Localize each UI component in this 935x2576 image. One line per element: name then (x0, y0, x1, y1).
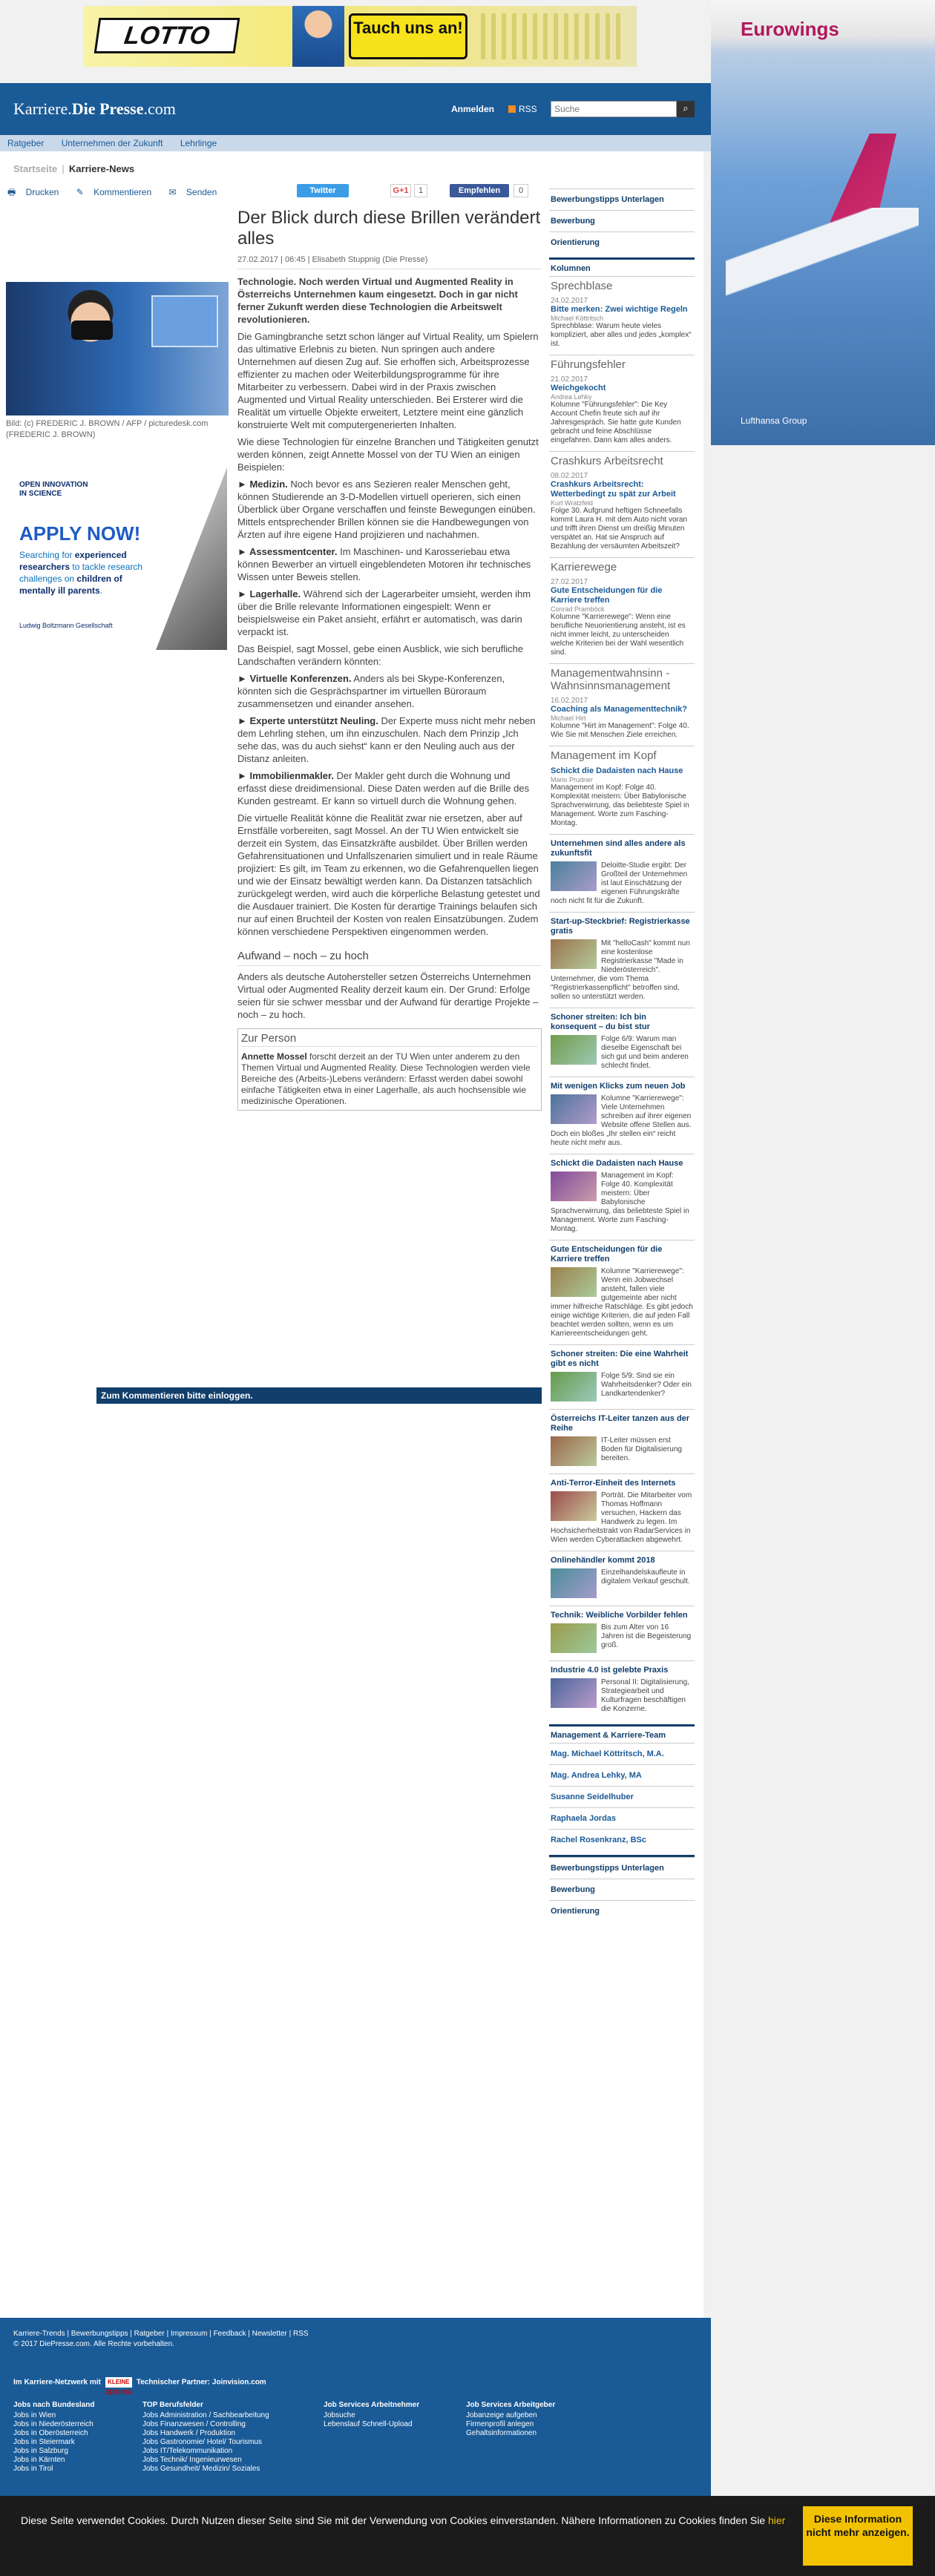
column-item[interactable] (549, 746, 695, 834)
lotto-logo: LOTTO (94, 18, 240, 53)
teaser-headline[interactable]: Start-up-Steckbrief: Registrierkasse gratis (551, 917, 690, 936)
teaser-text: Porträt. Die Mitarbeiter vom Thomas Hoffmann versuchen, Hackern das Handwerk zu legen. Im Hochsicherheitstrakt von RadarServices in Wien werden Cyberattacken abgewehrt. (551, 1491, 692, 1544)
comment-link[interactable]: ✎ Kommentieren (76, 187, 152, 197)
teaser-item[interactable] (549, 1606, 695, 1660)
footer-column (13, 2401, 154, 2474)
teaser-headline[interactable]: Mit wenigen Klicks zum neuen Job (551, 1082, 686, 1091)
ad-pattern (481, 13, 622, 59)
teaser-image[interactable] (551, 1436, 597, 1466)
column-author: Mario Prudner (551, 776, 594, 783)
teaser-item[interactable] (549, 1473, 695, 1551)
article-bullet: ► Experte unterstützt Neuling. Der Experte muss nicht mehr neben dem Lehrling stehen, um ihn einzuschulen. Nach dem Prinzip „Ich sehe das, was du auch siehst“ kann er den Neuling auch aus der Distanz anleiten. (237, 715, 536, 764)
login-link[interactable]: Anmelden (451, 104, 495, 114)
plane-image (726, 208, 919, 312)
teaser-headline[interactable]: Schickt die Dadaisten nach Hause (551, 1159, 683, 1168)
column-headline[interactable]: Crashkurs Arbeitsrecht: Wetterbedingt zu spät zur Arbeit (551, 480, 676, 499)
column-title: Führungsfehler (551, 358, 626, 371)
facebook-button[interactable]: Empfehlen (450, 184, 509, 197)
teaser-headline[interactable]: Schoner streiten: Ich bin konsequent – du bist stur (551, 1013, 650, 1031)
column-title: Crashkurs Arbeitsrecht (551, 455, 663, 467)
facebook-count: 0 (514, 184, 528, 197)
teaser-headline[interactable]: Gute Entscheidungen für die Karriere treffen (551, 1245, 663, 1264)
team-heading: Management & Karriere-Team (549, 1724, 695, 1743)
rss-icon (508, 105, 516, 113)
column-date: 08.02.2017 (551, 472, 588, 480)
article-bullet: ► Virtuelle Konferenzen. Anders als bei Skype-Konferenzen, könnten sich die Gesprächspartner im virtuellen Büroraum zusammensetzen und einander ansehen. (237, 673, 505, 709)
banner-advertisement[interactable] (7, 467, 227, 650)
footer-link[interactable]: Jobsuche (324, 2411, 355, 2419)
rss-link[interactable]: RSS (508, 104, 537, 114)
footer-column-title: TOP Berufsfelder (142, 2401, 203, 2409)
print-link[interactable]: 🖶 Drucken (7, 187, 59, 197)
footer-link[interactable]: Jobs in Salzburg (13, 2447, 68, 2455)
team-member[interactable]: Raphaela Jordas (549, 1807, 695, 1829)
column-date: 24.02.2017 (551, 297, 588, 305)
article-subheading: Aufwand – noch – zu hoch (237, 950, 542, 966)
person-title: Zur Person (241, 1032, 538, 1047)
teaser-text: Mit "helloCash" kommt nun eine kostenlose Registrierkasse "Made in Niederösterreich". Unternehmer, die vom Thema "Registrierkassenpflicht" betroffen sind, sollen so unterstützt werden. (551, 939, 690, 1001)
footer-column-title: Jobs nach Bundesland (13, 2401, 95, 2409)
teaser-item[interactable] (549, 1154, 695, 1240)
column-headline[interactable]: Weichgekocht (551, 384, 606, 392)
teaser-item[interactable] (549, 1240, 695, 1344)
gplus-button[interactable]: G+1 (390, 184, 411, 197)
column-item[interactable] (549, 557, 695, 663)
column-author: Michael Köttritsch (551, 315, 604, 322)
column-author: Andrea Lehky (551, 393, 592, 401)
footer-link[interactable]: Jobs in Steiermark (13, 2438, 75, 2446)
kleine-zeitung-logo[interactable]: KLEINE ZEITUNG (105, 2379, 132, 2396)
article-title: Der Blick durch diese Brillen verändert alles (237, 208, 541, 249)
teaser-headline[interactable]: Anti-Terror-Einheit des Internets (551, 1479, 676, 1488)
teaser-item[interactable] (549, 1008, 695, 1077)
site-logo[interactable]: Karriere.Die Presse.com (13, 99, 176, 118)
teaser-headline[interactable]: Industrie 4.0 ist gelebte Praxis (551, 1666, 669, 1675)
teaser-headline[interactable]: Unternehmen sind alles andere als zukunftsfit (551, 839, 686, 858)
footer-link[interactable]: Jobs in Kärnten (13, 2456, 65, 2464)
cookie-more-link[interactable]: hier (768, 2514, 786, 2526)
teaser-image[interactable] (551, 1678, 597, 1708)
nav-lehrlinge[interactable]: Lehrlinge (180, 138, 217, 148)
footer-link[interactable]: Jobs Handwerk / Produktion (142, 2429, 236, 2437)
teaser-item[interactable] (549, 1409, 695, 1473)
footer-link[interactable]: Jobs IT/Telekommunikation (142, 2447, 233, 2455)
column-author: Conrad Pramböck (551, 605, 605, 613)
teaser-headline[interactable]: Technik: Weibliche Vorbilder fehlen (551, 1611, 688, 1620)
column-item[interactable] (549, 276, 695, 355)
print-icon: 🖶 (7, 187, 16, 197)
teaser-text: Folge 6/9: Warum man dieselbe Eigenschaft bei sich gut und beim anderen schlecht findet. (601, 1035, 689, 1070)
column-text: Kolumne "Hirt im Management": Folge 40. Wie Sie mit Menschen Ziele erreichen. (551, 722, 689, 739)
sidebar-nav-item[interactable]: Bewerbungstipps Unterlagen (549, 188, 695, 210)
column-author: Michael Hirt (551, 714, 586, 722)
sidebar-nav-item[interactable]: Bewerbung (549, 1879, 695, 1900)
teaser-text: Einzelhandelskaufleute in digitalem Verkauf geschult. (601, 1568, 690, 1586)
cookie-dismiss-button[interactable]: Diese Information nicht mehr anzeigen. (803, 2506, 913, 2566)
teaser-text: Personal II: Digitalisierung, Strategiearbeit und Kulturfragen beschäftigen die Konzerne. (601, 1678, 689, 1713)
gplus-count: 1 (414, 184, 427, 197)
banner-text: Searching for experienced researchers to tackle research challenges on children of mentally ill parents. (19, 550, 143, 596)
teaser-item[interactable] (549, 834, 695, 912)
article-bullet: ► Medizin. Noch bevor es ans Sezieren realer Menschen geht, können Studierende an 3-D-Modellen virtuell operieren, sich einen Überblick über Organe verschaffen und feinste Bewegungen einüben. Mittels entsprechender Brillen können sie die Handbewegungen von Ärzten auf ihre eigene Hand projizieren und nachahmen. (237, 479, 536, 540)
ad-slogan: Tauch uns an! (349, 13, 468, 59)
column-title: Sprechblase (551, 280, 613, 292)
teaser-item[interactable] (549, 1660, 695, 1720)
banner-apply: APPLY NOW! (19, 522, 141, 545)
column-item[interactable] (549, 663, 695, 746)
column-date: 27.02.2017 (551, 578, 588, 586)
footer-link[interactable]: Jobs Finanzwesen / Controlling (142, 2420, 246, 2428)
pencil-icon: ✎ (76, 187, 84, 197)
column-text: Sprechblase: Warum heute vieles kompliziert, aber alles und jedes „komplex“ ist. (551, 322, 692, 348)
teaser-image[interactable] (551, 1172, 597, 1201)
column-title: Karrierewege (551, 561, 617, 574)
column-date: 21.02.2017 (551, 375, 588, 384)
teaser-headline[interactable]: Onlinehändler kommt 2018 (551, 1556, 655, 1565)
comments-login-bar[interactable]: Zum Kommentieren bitte einloggen. (96, 1387, 542, 1404)
page-content (0, 151, 703, 2318)
send-link[interactable]: ✉ Senden (168, 187, 217, 197)
ad-figure (292, 6, 344, 67)
teaser-image[interactable] (551, 1267, 597, 1297)
teaser-image[interactable] (551, 861, 597, 891)
footer-link[interactable]: Jobs Administration / Sachbearbeitung (142, 2411, 269, 2419)
article-tools (7, 185, 232, 201)
site-header (0, 83, 711, 135)
twitter-button[interactable]: Twitter (297, 184, 349, 197)
background-screen (151, 295, 218, 347)
teaser-text: Bis zum Alter von 16 Jahren ist die Begeisterung groß. (601, 1623, 692, 1649)
teaser-text: Folge 5/9: Sind sie ein Wahrheitsdenker? Oder ein Landkartendenker? (601, 1372, 692, 1398)
teaser-headline[interactable]: Österreichs IT-Leiter tanzen aus der Reihe (551, 1414, 690, 1433)
footer-link[interactable]: Jobs in Tirol (13, 2465, 53, 2473)
footer-copyright: © 2017 DiePresse.com. Alle Rechte vorbehalten. (13, 2340, 174, 2348)
sub-navigation (0, 135, 711, 151)
teaser-item[interactable] (549, 912, 695, 1008)
top-advertisement[interactable] (83, 6, 637, 67)
teaser-image[interactable] (551, 1491, 597, 1521)
footer-link[interactable]: Jobs Gesundheit/ Medizin/ Soziales (142, 2465, 260, 2473)
column-headline[interactable]: Schickt die Dadaisten nach Hause (551, 766, 683, 775)
article-bullet: ► Lagerhalle. Während sich der Lagerarbeiter umsieht, werden ihm über die Brille relevante Informationen eingespielt: Wenn er beispielsweise ein Paket ansieht, erfährt er automatisch, was darin verpackt ist. (237, 588, 531, 637)
person-box (237, 1028, 542, 1111)
column-text: Kolumne "Karrierewege": Wenn eine berufliche Neuorientierung ansteht, ist es nicht immer leicht, zu unterscheiden welche Kriterien bei der Wahl wesentlich sind. (551, 613, 686, 657)
footer-link[interactable]: Gehaltsinformationen (466, 2429, 537, 2437)
banner-org: Ludwig Boltzmann Gesellschaft (19, 622, 113, 629)
column-author: Kurt Wratzfeld (551, 499, 593, 507)
search-icon: ⌕ (683, 103, 689, 114)
column-text: Kolumne "Führungsfehler": Die Key Account Chefin freute sich auf ihr Jahresgespräch. Sie hatte gute Kunden gebracht und feine Abschlüsse eingefahren. Dann kam alles anders. (551, 401, 681, 444)
teaser-image[interactable] (551, 1035, 597, 1065)
teaser-text: Deloitte-Studie ergibt: Der Großteil der Unternehmen ist laut Einschätzung der eigenen Führungskräfte noch nicht fit für die Zukunft. (551, 861, 688, 905)
sidebar (549, 188, 695, 1922)
column-date: 16.02.2017 (551, 697, 588, 705)
teaser-image[interactable] (551, 939, 597, 969)
footer-link[interactable]: Jobs in Niederösterreich (13, 2420, 94, 2428)
breadcrumb: Startseite | Karriere-News (13, 163, 135, 174)
network-line: Im Karriere-Netzwerk mit KLEINE ZEITUNGTechnischer Partner: Joinvision.com (13, 2378, 266, 2396)
kolumnen-heading: Kolumnen (549, 257, 695, 276)
column-headline[interactable]: Coaching als Managementtechnik? (551, 705, 687, 714)
column-text: Management im Kopf: Folge 40. Komplexität meistern: Über Babylonische Sprachverwirrung, das beliebteste Spiel in Management. Worte zum Fasching-Montag. (551, 783, 689, 827)
eurowings-logo: Eurowings (741, 18, 839, 40)
sidebar-nav-item[interactable]: Bewerbung (549, 210, 695, 231)
column-headline[interactable]: Gute Entscheidungen für die Karriere treffen (551, 586, 663, 605)
column-title: Management im Kopf (551, 749, 657, 762)
article-paragraph: Die Gamingbranche setzt schon länger auf Virtual Reality, um Spielern das ultimative Erlebnis zu bieten. Nun springen auch andere Unternehmen auf diesen Zug auf. Sie erhoffen sich, Arbeitsprozesse effizienter zu machen oder Weiterbildungsprogramme für ihre Mitarbeiter zu verbessern. Dabei wird in der Praxis zwischen Augmented und Virtual Reality unterschieden. Bei Ersterer wird die Realität um virtuelle Objekte erweitert, Letztere meint eine gänzlich konstruierte Welt mit computergenerierten Inhalten. (237, 331, 539, 430)
side-advertisement[interactable] (711, 0, 935, 445)
article-bullet: ► Immobilienmakler. Der Makler geht durch die Wohnung und erfasst diese dreidimensional. Diese Daten werden auf die Brille des Kunden gestreamt. Er kann so virtuell durch die Wohnung gehen. (237, 770, 530, 806)
footer-column-title: Job Services Arbeitgeber (466, 2401, 556, 2409)
sidebar-nav-item[interactable]: Bewerbungstipps Unterlagen (549, 1857, 695, 1879)
footer-column (142, 2401, 283, 2474)
teaser-text: Kolumne "Karrierewege": Wenn ein Jobwechsel ansteht, fallen viele gutgemeinte aber nicht immer hilfreiche Ratschläge. Es gibt jedoch einige wichtige Kriterien, die auf jeden Fall beachtet werden sollten, wenn es um Karriereentscheidungen geht. (551, 1267, 693, 1338)
image-caption: Bild: (c) FREDERIC J. BROWN / AFP / picturedesk.com (FREDERIC J. BROWN) (6, 419, 209, 439)
teaser-item[interactable] (549, 1344, 695, 1409)
vr-headset (71, 321, 113, 340)
nav-ratgeber[interactable]: Ratgeber (7, 138, 45, 148)
team-member[interactable]: Mag. Andrea Lehky, MA (549, 1764, 695, 1786)
teaser-image[interactable] (551, 1372, 597, 1402)
team-member[interactable]: Susanne Seidelhuber (549, 1786, 695, 1807)
article-lead: Technologie. Noch werden Virtual und Augmented Reality in Österreichs Unternehmen kaum eingesetzt. Doch in gar nicht ferner Zukunft werden diese Technologien die Arbeitswelt revolutionieren. (237, 276, 518, 325)
teaser-image[interactable] (551, 1623, 597, 1653)
article-paragraph: Die virtuelle Realität könne die Realität zwar nie ersetzen, aber auf Ernstfälle vorbereiten, sagt Mossel. An der TU Wien entwickelt sie derzeit ein System, das Einsatzkräfte ausbildet. Über Brillen werden Gefahrensituationen und Unfallszenarien simuliert und in reale Räume projiziert: Es gilt, im Team zu erkennen, wo die Gefahrenquellen liegen und wie der Einsatz bewältigt werden kann. Da Distanzen tatsächlich zurückgelegt werden, wird auch die körperliche Belastung getestet und die Ausdauer trainiert. Die Kosten für derartige Trainings belaufen sich nur auf einen Bruchteil der Kosten von realen Einsatzübungen. Zudem können verschiedene Perspektiven eingenommen werden. (237, 812, 540, 937)
footer (0, 2318, 711, 2496)
teaser-text: Kolumne "Karrierewege": Viele Unternehmen schreiben auf ihrer eigenen Website offene Stellen aus. Doch ein bloßes „Ihr stellen ein“ reicht heute nicht mehr aus. (551, 1094, 692, 1147)
nav-unternehmen-zukunft[interactable]: Unternehmen der Zukunft (61, 138, 163, 148)
footer-link[interactable]: Jobanzeige aufgeben (466, 2411, 537, 2419)
person-text: Annette Mossel forscht derzeit an der TU Wien unter anderem zu den Themen Virtual und Augmented Reality. Diese Technologien werden viele Bereiche des (Arbeits-)Lebens verändern: Erfasst werden dabei sowohl einfache Tätigkeiten etwa in einer Lagerhalle, als auch hochsensible wie medizinische Operationen. (241, 1051, 531, 1106)
breadcrumb-home[interactable]: Startseite (13, 163, 58, 174)
footer-link[interactable]: Lebenslauf Schnell-Upload (324, 2420, 413, 2428)
article-image[interactable] (6, 282, 229, 415)
sidebar-nav-item[interactable]: Orientierung (549, 1900, 695, 1922)
footer-link[interactable]: Jobs in Wien (13, 2411, 56, 2419)
footer-column-title: Job Services Arbeitnehmer (324, 2401, 420, 2409)
team-member[interactable]: Mag. Michael Köttritsch, M.A. (549, 1743, 695, 1764)
sidebar-nav-item[interactable]: Orientierung (549, 231, 695, 253)
footer-link[interactable]: Jobs Technik/ Ingenieurwesen (142, 2456, 242, 2464)
teaser-item[interactable] (549, 1077, 695, 1154)
article-meta: 27.02.2017 | 06:45 | Elisabeth Stuppnig (Die Presse) (237, 255, 542, 269)
teaser-text: Management im Kopf: Folge 40. Komplexität meistern: Über Babylonische Sprachverwirrung, das beliebteste Spiel in Management. Worte zum Fasching-Montag. (551, 1172, 689, 1233)
column-text: Folge 30. Aufgrund heftigen Schneefalls kommt Laura H. mit dem Auto nicht voran und trifft ihren Dienst um dreißig Minuten verspätet an. Hat sie Anspruch auf Bezahlung der versäumten Arbeitszeit? (551, 507, 687, 551)
teaser-item[interactable] (549, 1551, 695, 1606)
article-paragraph: Das Beispiel, sagt Mossel, gebe einen Ausblick, wie sich berufliche Landschaften verändern könnten: (237, 643, 524, 667)
article-paragraph: Wie diese Technologien für einzelne Branchen und Tätigkeiten genutzt werden können, zeigt Annette Mossel von der TU Wien an einigen Beispielen: (237, 436, 539, 473)
article (237, 208, 542, 1111)
footer-link[interactable]: Jobs in Oberösterreich (13, 2429, 88, 2437)
column-item[interactable] (549, 451, 695, 557)
footer-link[interactable]: Firmenprofil anlegen (466, 2420, 534, 2428)
lufthansa-group-label: Lufthansa Group (741, 415, 807, 426)
teaser-image[interactable] (551, 1094, 597, 1124)
column-item[interactable] (549, 355, 695, 451)
footer-column (466, 2401, 607, 2438)
mail-icon: ✉ (168, 187, 177, 197)
team-member[interactable]: Rachel Rosenkranz, BSc (549, 1829, 695, 1850)
search-button[interactable] (677, 101, 695, 117)
footer-column (324, 2401, 465, 2429)
teaser-text: IT-Leiter müssen erst Boden für Digitalisierung bereiten. (601, 1436, 682, 1462)
column-title: Managementwahnsinn - Wahnsinnsmanagement (551, 667, 671, 692)
teaser-headline[interactable]: Schoner streiten: Die eine Wahrheit gibt es nicht (551, 1350, 689, 1368)
article-bullet: ► Assessmentcenter. Im Maschinen- und Karosseriebau etwa können Bewerber an virtuell eingeblendeten Motoren ihr technisches Wissen unter Beweis stellen. (237, 546, 531, 582)
column-headline[interactable]: Bitte merken: Zwei wichtige Regeln (551, 305, 688, 314)
banner-brand: OPEN INNOVATION IN SCIENCE (19, 481, 88, 498)
search-input[interactable] (551, 101, 677, 117)
footer-link[interactable]: Jobs Gastronomie/ Hotel/ Tourismus (142, 2438, 262, 2446)
teaser-image[interactable] (551, 1568, 597, 1598)
cookie-message: Diese Seite verwendet Cookies. Durch Nutzen dieser Seite sind Sie mit der Verwendung von Cookies einverstanden. Nähere Informationen zu Cookies finden Sie hier (21, 2514, 786, 2526)
article-paragraph: Anders als deutsche Autohersteller setzen Österreichs Unternehmen Virtual oder Augmented Reality derzeit kaum ein. Der Grund: Erfolge seien für sie schwer messbar und der Aufwand für derartige Projekte – noch – zu hoch. (237, 971, 539, 1020)
cookie-banner (0, 2496, 935, 2576)
footer-links[interactable]: Karriere-Trends | Bewerbungstipps | Ratgeber | Impressum | Feedback | Newsletter | RSS (13, 2330, 309, 2338)
breadcrumb-current: Karriere-News (68, 163, 135, 174)
